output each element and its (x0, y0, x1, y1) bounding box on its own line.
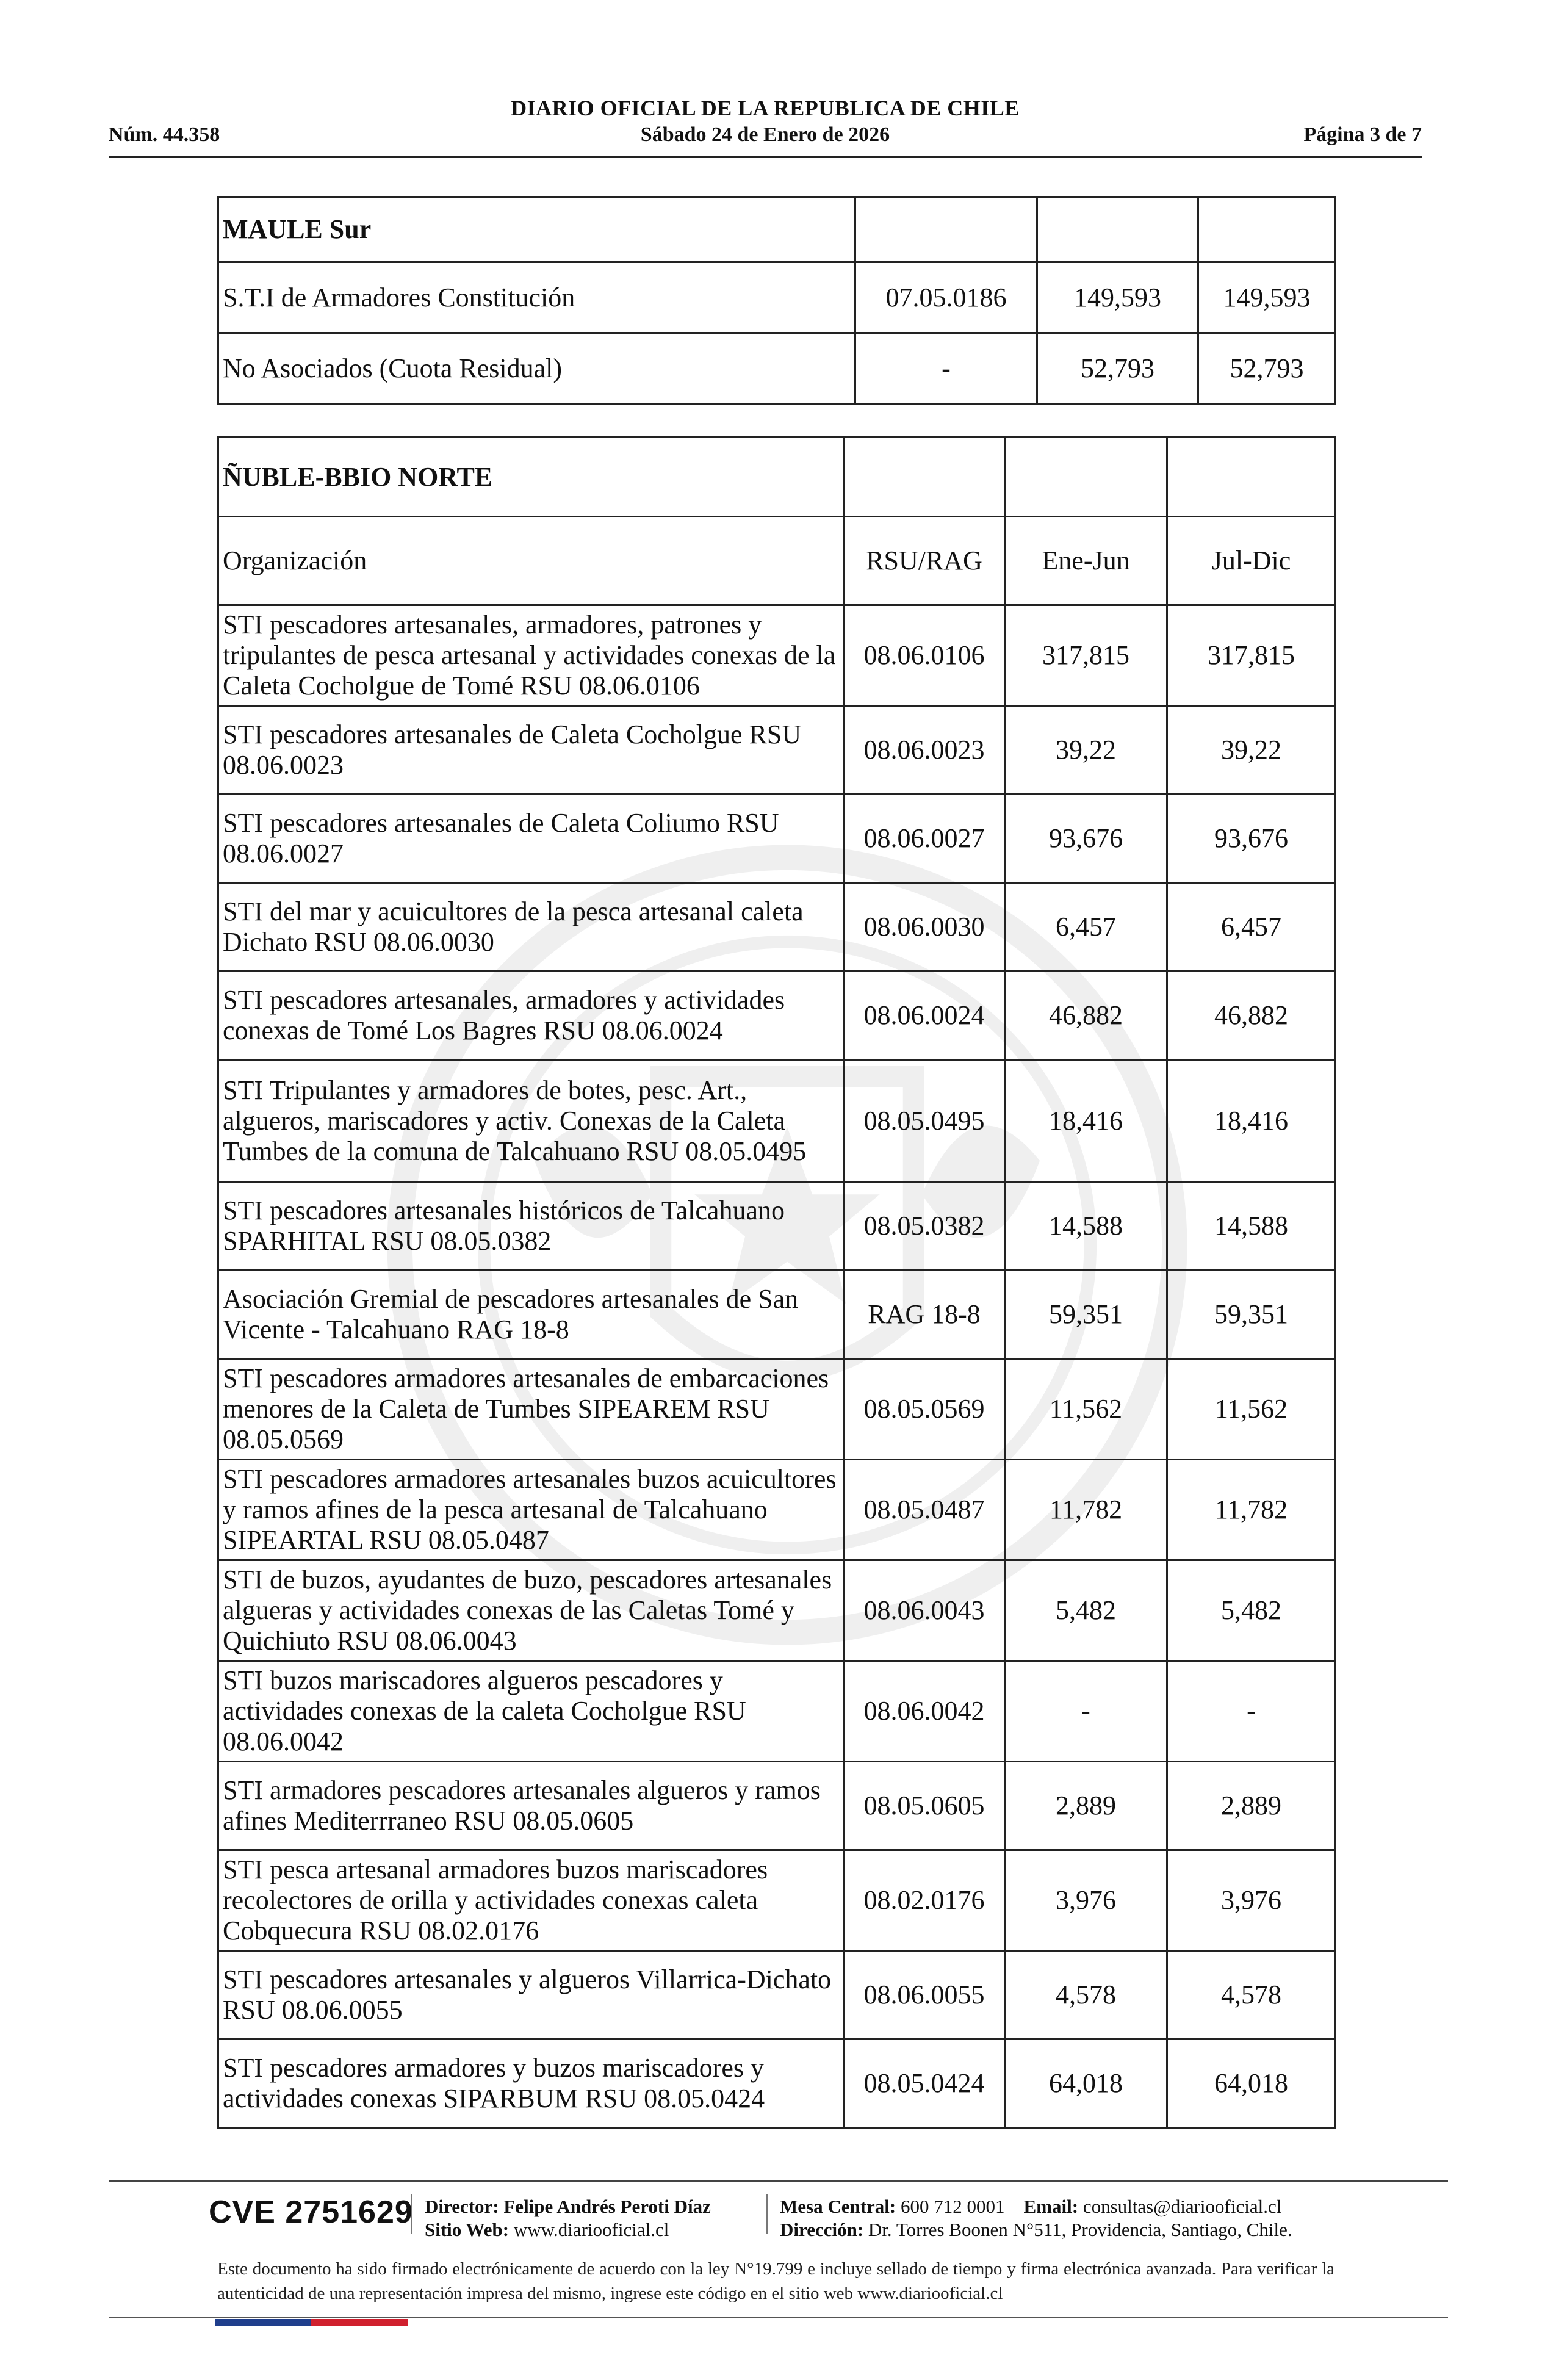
ene-jun-cell: 3,976 (1005, 1850, 1167, 1951)
jul-dic-cell: 11,562 (1167, 1359, 1336, 1460)
code-cell: 08.06.0042 (844, 1661, 1005, 1762)
jul-dic-cell: 93,676 (1167, 795, 1336, 883)
organization-cell: STI pescadores artesanales de Caleta Cocholgue RSU 08.06.0023 (218, 706, 844, 795)
jul-dic-cell: 18,416 (1167, 1060, 1336, 1182)
code-cell: 07.05.0186 (855, 262, 1037, 333)
table-region-row (218, 438, 1336, 517)
code-cell: 08.05.0424 (844, 2039, 1005, 2128)
table-row (218, 333, 1336, 405)
code-cell: - (855, 333, 1037, 405)
ene-jun-cell: 46,882 (1005, 972, 1167, 1060)
table-row (218, 1271, 1336, 1359)
jul-dic-cell: 52,793 (1198, 333, 1336, 405)
table-row (218, 1359, 1336, 1460)
issue-number: Núm. 44.358 (109, 123, 220, 146)
footer-divider-bottom (109, 2317, 1448, 2318)
table-row (218, 1460, 1336, 1560)
header-jul-dic: Jul-Dic (1167, 517, 1336, 605)
empty-cell (1198, 197, 1336, 262)
electronic-signature-notice: Este documento ha sido firmado electrónicamente de acuerdo con la ley N°19.799 e incluye sellado de tiempo y firma electrónica avanzada. Para verificar la autenticidad de una representación impresa del mismo, ingrese este código en el sitio web www.diariooficial.cl (217, 2259, 1334, 2303)
organization-cell: STI del mar y acuicultores de la pesca artesanal caleta Dichato RSU 08.06.0030 (218, 883, 844, 972)
code-cell: 08.06.0024 (844, 972, 1005, 1060)
organization-cell: STI pescadores artesanales, armadores y actividades conexas de Tomé Los Bagres RSU 08.06.0024 (218, 972, 844, 1060)
ene-jun-cell: 149,593 (1037, 262, 1198, 333)
footer-divider-top (109, 2180, 1448, 2182)
organization-cell: Asociación Gremial de pescadores artesanales de San Vicente - Talcahuano RAG 18-8 (218, 1271, 844, 1359)
jul-dic-cell: 149,593 (1198, 262, 1336, 333)
header-ene-jun: Ene-Jun (1005, 517, 1167, 605)
code-cell: 08.05.0487 (844, 1460, 1005, 1560)
web-link[interactable]: www.diariooficial.cl (513, 2219, 669, 2240)
director-label: Director: (425, 2196, 499, 2217)
organization-cell: S.T.I de Armadores Constitución (218, 262, 855, 333)
jul-dic-cell: 14,588 (1167, 1182, 1336, 1271)
ene-jun-cell: 64,018 (1005, 2039, 1167, 2128)
jul-dic-cell: 5,482 (1167, 1560, 1336, 1661)
organization-cell: STI pescadores artesanales de Caleta Coliumo RSU 08.06.0027 (218, 795, 844, 883)
ene-jun-cell: 317,815 (1005, 605, 1167, 706)
ene-jun-cell: 52,793 (1037, 333, 1198, 405)
issue-date: Sábado 24 de Enero de 2026 (640, 123, 890, 146)
jul-dic-cell: 4,578 (1167, 1951, 1336, 2039)
flag-stripe-red (311, 2319, 408, 2326)
organization-cell: STI pescadores armadores y buzos mariscadores y actividades conexas SIPARBUM RSU 08.05.0424 (218, 2039, 844, 2128)
empty-cell (1005, 438, 1167, 517)
nuble-quota-table (217, 436, 1336, 2129)
organization-cell: STI pesca artesanal armadores buzos mariscadores recolectores de orilla y actividades conexas caleta Cobquecura RSU 08.02.0176 (218, 1850, 844, 1951)
ene-jun-cell: 39,22 (1005, 706, 1167, 795)
ene-jun-cell: 6,457 (1005, 883, 1167, 972)
organization-cell: STI pescadores armadores artesanales buzos acuicultores y ramos afines de la pesca artesanal de Talcahuano SIPEARTAL RSU 08.05.0487 (218, 1460, 844, 1560)
region-title: ÑUBLE-BBIO NORTE (218, 438, 844, 517)
organization-cell: STI pescadores artesanales históricos de Talcahuano SPARHITAL RSU 08.05.0382 (218, 1182, 844, 1271)
ene-jun-cell: 93,676 (1005, 795, 1167, 883)
organization-cell: STI pescadores armadores artesanales de embarcaciones menores de la Caleta de Tumbes SIPEAREM RSU 08.05.0569 (218, 1359, 844, 1460)
empty-cell (855, 197, 1037, 262)
table-row (218, 1182, 1336, 1271)
web-label: Sitio Web: (425, 2219, 510, 2240)
flag-stripe-blue (215, 2319, 311, 2326)
code-cell: RAG 18-8 (844, 1271, 1005, 1359)
jul-dic-cell: 2,889 (1167, 1762, 1336, 1850)
jul-dic-cell: 59,351 (1167, 1271, 1336, 1359)
code-cell: 08.06.0106 (844, 605, 1005, 706)
table-row (218, 262, 1336, 333)
footer-separator (411, 2194, 412, 2234)
mesa-label: Mesa Central: (780, 2196, 896, 2217)
header-rsu-rag: RSU/RAG (844, 517, 1005, 605)
nuble-table-body (218, 605, 1336, 2128)
ene-jun-cell: 11,562 (1005, 1359, 1167, 1460)
table-row (218, 1661, 1336, 1762)
organization-cell: STI pescadores artesanales, armadores, patrones y tripulantes de pesca artesanal y actividades conexas de la Caleta Cocholgue de Tomé RSU 08.06.0106 (218, 605, 844, 706)
header-organizacion: Organización (218, 517, 844, 605)
code-cell: 08.06.0023 (844, 706, 1005, 795)
footer-separator (766, 2194, 768, 2234)
director-name: Felipe Andrés Peroti Díaz (503, 2196, 711, 2217)
table-row (218, 605, 1336, 706)
ene-jun-cell: 11,782 (1005, 1460, 1167, 1560)
jul-dic-cell: 6,457 (1167, 883, 1336, 972)
code-cell: 08.05.0569 (844, 1359, 1005, 1460)
email-link[interactable]: consultas@diariooficial.cl (1082, 2196, 1282, 2217)
code-cell: 08.06.0043 (844, 1560, 1005, 1661)
organization-cell: STI buzos mariscadores algueros pescadores y actividades conexas de la caleta Cocholgue RSU 08.06.0042 (218, 1661, 844, 1762)
ene-jun-cell: 2,889 (1005, 1762, 1167, 1850)
email-label: Email: (1023, 2196, 1079, 2217)
table-region-row (218, 197, 1336, 262)
organization-cell: No Asociados (Cuota Residual) (218, 333, 855, 405)
code-cell: 08.05.0495 (844, 1060, 1005, 1182)
table-row (218, 883, 1336, 972)
page-number: Página 3 de 7 (1303, 123, 1422, 146)
table-row (218, 1560, 1336, 1661)
table-header-row (218, 517, 1336, 605)
code-cell: 08.06.0027 (844, 795, 1005, 883)
jul-dic-cell: 317,815 (1167, 605, 1336, 706)
page-header (109, 93, 1422, 155)
ene-jun-cell: - (1005, 1661, 1167, 1762)
jul-dic-cell: - (1167, 1661, 1336, 1762)
ene-jun-cell: 18,416 (1005, 1060, 1167, 1182)
gazette-title: DIARIO OFICIAL DE LA REPUBLICA DE CHILE (511, 96, 1020, 120)
table-row (218, 795, 1336, 883)
code-cell: 08.06.0030 (844, 883, 1005, 972)
jul-dic-cell: 11,782 (1167, 1460, 1336, 1560)
jul-dic-cell: 39,22 (1167, 706, 1336, 795)
ene-jun-cell: 59,351 (1005, 1271, 1167, 1359)
jul-dic-cell: 64,018 (1167, 2039, 1336, 2128)
empty-cell (1037, 197, 1198, 262)
footer-contact-block (780, 2195, 1292, 2241)
table-row (218, 706, 1336, 795)
ene-jun-cell: 14,588 (1005, 1182, 1167, 1271)
code-cell: 08.06.0055 (844, 1951, 1005, 2039)
jul-dic-cell: 46,882 (1167, 972, 1336, 1060)
organization-cell: STI de buzos, ayudantes de buzo, pescadores artesanales algueras y actividades conexas de las Caletas Tomé y Quichiuto RSU 08.06.0043 (218, 1560, 844, 1661)
footer-director-block (425, 2195, 711, 2241)
direccion-label: Dirección: (780, 2219, 864, 2240)
jul-dic-cell: 3,976 (1167, 1850, 1336, 1951)
maule-quota-table (217, 196, 1336, 405)
ene-jun-cell: 5,482 (1005, 1560, 1167, 1661)
code-cell: 08.05.0382 (844, 1182, 1005, 1271)
table-row (218, 972, 1336, 1060)
header-divider (109, 156, 1422, 158)
empty-cell (1167, 438, 1336, 517)
code-cell: 08.02.0176 (844, 1850, 1005, 1951)
code-cell: 08.05.0605 (844, 1762, 1005, 1850)
organization-cell: STI armadores pescadores artesanales algueros y ramos afines Mediterrraneo RSU 08.05.0605 (218, 1762, 844, 1850)
mesa-phone: 600 712 0001 (901, 2196, 1005, 2217)
region-title: MAULE Sur (218, 197, 855, 262)
table-row (218, 1951, 1336, 2039)
table-row (218, 2039, 1336, 2128)
organization-cell: STI Tripulantes y armadores de botes, pesc. Art., algueros, mariscadores y activ. Conexas de la Caleta Tumbes de la comuna de Talcahuano RSU 08.05.0495 (218, 1060, 844, 1182)
empty-cell (844, 438, 1005, 517)
cve-code: CVE 2751629 (209, 2194, 413, 2230)
table-row (218, 1060, 1336, 1182)
ene-jun-cell: 4,578 (1005, 1951, 1167, 2039)
organization-cell: STI pescadores artesanales y algueros Villarrica-Dichato RSU 08.06.0055 (218, 1951, 844, 2039)
address: Dr. Torres Boonen N°511, Providencia, Santiago, Chile. (868, 2219, 1292, 2240)
table-row (218, 1762, 1336, 1850)
table-row (218, 1850, 1336, 1951)
